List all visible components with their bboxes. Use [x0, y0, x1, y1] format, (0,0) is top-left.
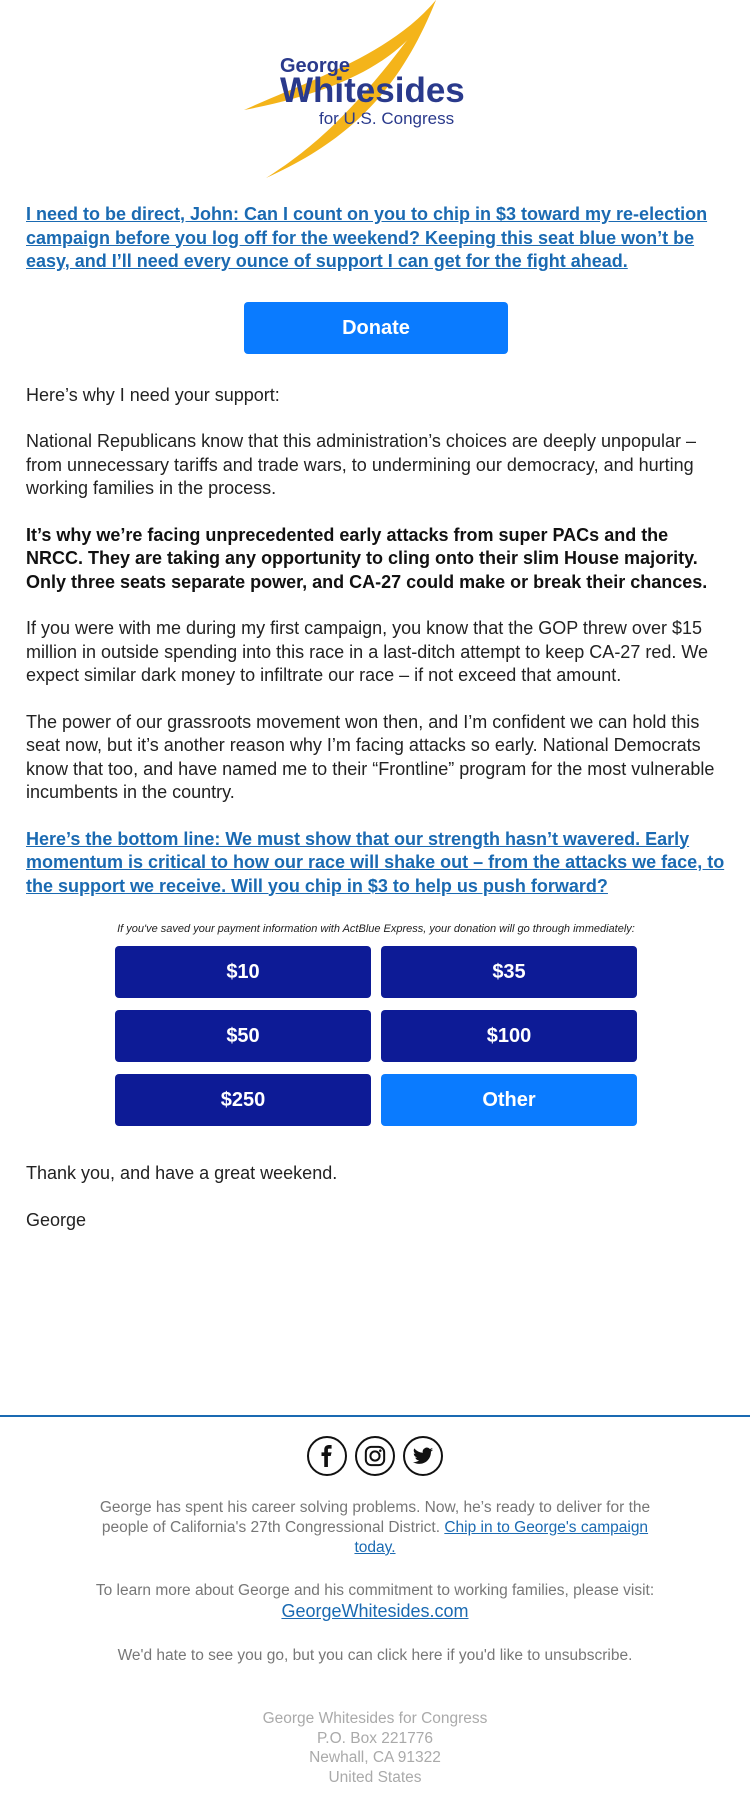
amount-button-other[interactable]: Other: [381, 1074, 637, 1126]
lead-donate-link[interactable]: I need to be direct, John: Can I count on you to chip in $3 toward my re-election campaign before you log off for the weekend? Keeping this seat blue won’t be easy, and I’ll need every ounce of support I can get for the fight ahead.: [26, 204, 708, 271]
signature: George: [26, 1209, 87, 1230]
donate-wrap: [26, 302, 726, 354]
paragraph-first-campaign: If you were with me during my first campaign, you know that the GOP threw over $15 million in outside spending into this race in a last-ditch attempt to keep CA-27 red. We expect similar dark money to infiltrate our race – if not exceed that amount.: [26, 618, 709, 685]
amount-button-35[interactable]: $35: [381, 946, 637, 998]
donate-button[interactable]: Donate: [244, 302, 508, 354]
address-line: Newhall, CA 91322: [309, 1749, 441, 1766]
footer-address: [80, 1709, 670, 1787]
amount-button-100[interactable]: $100: [381, 1010, 637, 1062]
logo-line2: Whitesides: [280, 71, 465, 110]
address-line: George Whitesides for Congress: [262, 1710, 488, 1727]
twitter-icon[interactable]: [403, 1436, 443, 1476]
logo-line1: George: [280, 55, 351, 77]
address-line: United States: [328, 1768, 422, 1786]
bottom-line-link[interactable]: Here’s the bottom line: We must show that our strength hasn’t wavered. Early momentum is critical to how our race will shake out – from the attacks we face, to the support we receive. Will you chip in $3 to help us push forward?: [26, 828, 725, 896]
amount-button-250[interactable]: $250: [115, 1074, 371, 1126]
paragraph-grassroots: The power of our grassroots movement won then, and I’m confident we can hold this seat now, but it’s another reason why I’m facing attacks so early. National Democrats know that too, and have named me to their “Frontline” program for the most vulnerable incumbents in the country.: [26, 711, 715, 802]
footer-learn-more: [80, 1581, 670, 1623]
logo-graphic: [240, 0, 510, 180]
instagram-icon[interactable]: [355, 1436, 395, 1476]
social-links: [0, 1436, 750, 1476]
amount-button-10[interactable]: $10: [115, 946, 371, 998]
paragraph-intro: Here’s why I need your support:: [26, 384, 280, 405]
amount-button-50[interactable]: $50: [115, 1010, 371, 1062]
campaign-logo: [240, 0, 510, 180]
facebook-icon[interactable]: [307, 1436, 347, 1476]
actblue-note: If you've saved your payment information with ActBlue Express, your donation will go through immediately:: [117, 923, 635, 935]
footer-unsubscribe[interactable]: We'd hate to see you go, but you can click here if you'd like to unsubscribe.: [117, 1647, 633, 1664]
footer-learn-more-text: To learn more about George and his commitment to working families, please visit:: [95, 1582, 655, 1599]
footer-about: [80, 1498, 670, 1558]
email-content: [26, 203, 726, 1255]
paragraph-unpopular: National Republicans know that this administration’s choices are deeply unpopular – from unnecessary tariffs and trade wars, to undermining our democracy, and hurting working families in the process.: [26, 431, 697, 498]
paragraph-attacks: It’s why we’re facing unprecedented early attacks from super PACs and the NRCC. They are taking any opportunity to cling onto their slim House majority. Only three seats separate power, and CA-27 could make or break their chances.: [26, 524, 708, 592]
footer-about-text: George has spent his career solving problems. Now, he’s ready to deliver for the people of California's 27th Congressional District.: [99, 1499, 651, 1536]
footer-divider: [0, 1415, 750, 1417]
address-line: P.O. Box 221776: [316, 1729, 434, 1747]
footer: [80, 1498, 670, 1787]
amount-grid: [115, 946, 637, 1126]
logo-line3: for U.S. Congress: [319, 109, 455, 128]
closing-thanks: Thank you, and have a great weekend.: [26, 1163, 338, 1183]
footer-site-link[interactable]: GeorgeWhitesides.com: [281, 1601, 469, 1621]
footer-chip-in-link[interactable]: Chip in to George's campaign today.: [354, 1519, 649, 1556]
